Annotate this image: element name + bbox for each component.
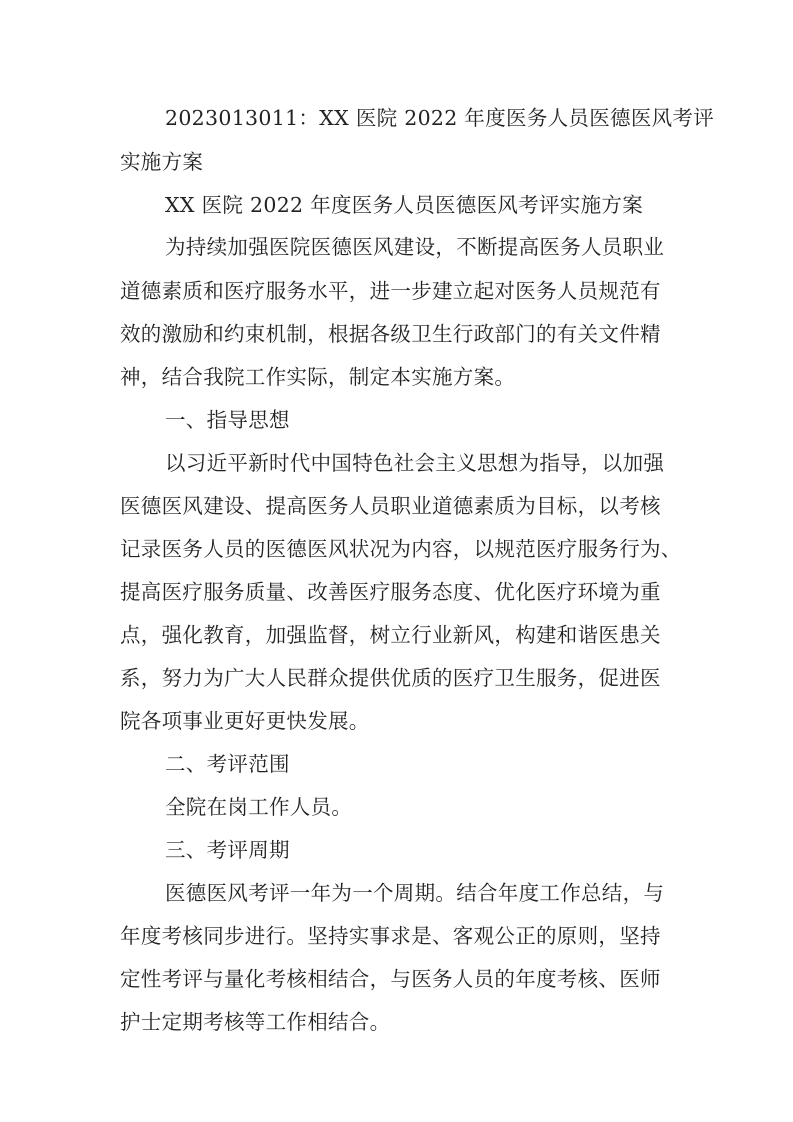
- section3-line: 定性考评与量化考核相结合，与医务人员的年度考核、医师: [120, 967, 661, 991]
- intro-line: 为持续加强医院医德医风建设，不断提高医务人员职业: [165, 235, 665, 259]
- section1-line: 系，努力为广大人民群众提供优质的医疗卫生服务，促进医: [120, 666, 661, 690]
- intro-line: 效的激励和约束机制，根据各级卫生行政部门的有关文件精: [120, 322, 661, 346]
- section1-line: 记录医务人员的医德医风状况为内容，以规范医疗服务行为、: [120, 537, 682, 561]
- section3-line: 护士定期考核等工作相结合。: [120, 1010, 391, 1034]
- section-heading-cycle: 三、考评周期: [165, 838, 290, 862]
- section1-line: 以习近平新时代中国特色社会主义思想为指导，以加强: [165, 451, 665, 475]
- section2-line: 全院在岗工作人员。: [165, 795, 353, 819]
- document-subtitle: XX 医院 2022 年度医务人员医德医风考评实施方案: [165, 193, 644, 217]
- document-title-line-2: 实施方案: [120, 150, 204, 174]
- section-heading-guiding-ideology: 一、指导思想: [165, 408, 290, 432]
- section1-line: 医德医风建设、提高医务人员职业道德素质为目标，以考核: [120, 494, 661, 518]
- section3-line: 医德医风考评一年为一个周期。结合年度工作总结，与: [165, 881, 665, 905]
- intro-line: 神，结合我院工作实际，制定本实施方案。: [120, 365, 516, 389]
- section1-line: 点，强化教育，加强监督，树立行业新风，构建和谐医患关: [120, 623, 661, 647]
- section-heading-scope: 二、考评范围: [165, 752, 290, 776]
- document-title-line-1: 2023013011：XX 医院 2022 年度医务人员医德医风考评: [165, 106, 715, 130]
- section1-line: 提高医疗服务质量、改善医疗服务态度、优化医疗环境为重: [120, 580, 661, 604]
- section3-line: 年度考核同步进行。坚持实事求是、客观公正的原则，坚持: [120, 924, 661, 948]
- intro-line: 道德素质和医疗服务水平，进一步建立起对医务人员规范有: [120, 279, 661, 303]
- section1-line: 院各项事业更好更快发展。: [120, 709, 370, 733]
